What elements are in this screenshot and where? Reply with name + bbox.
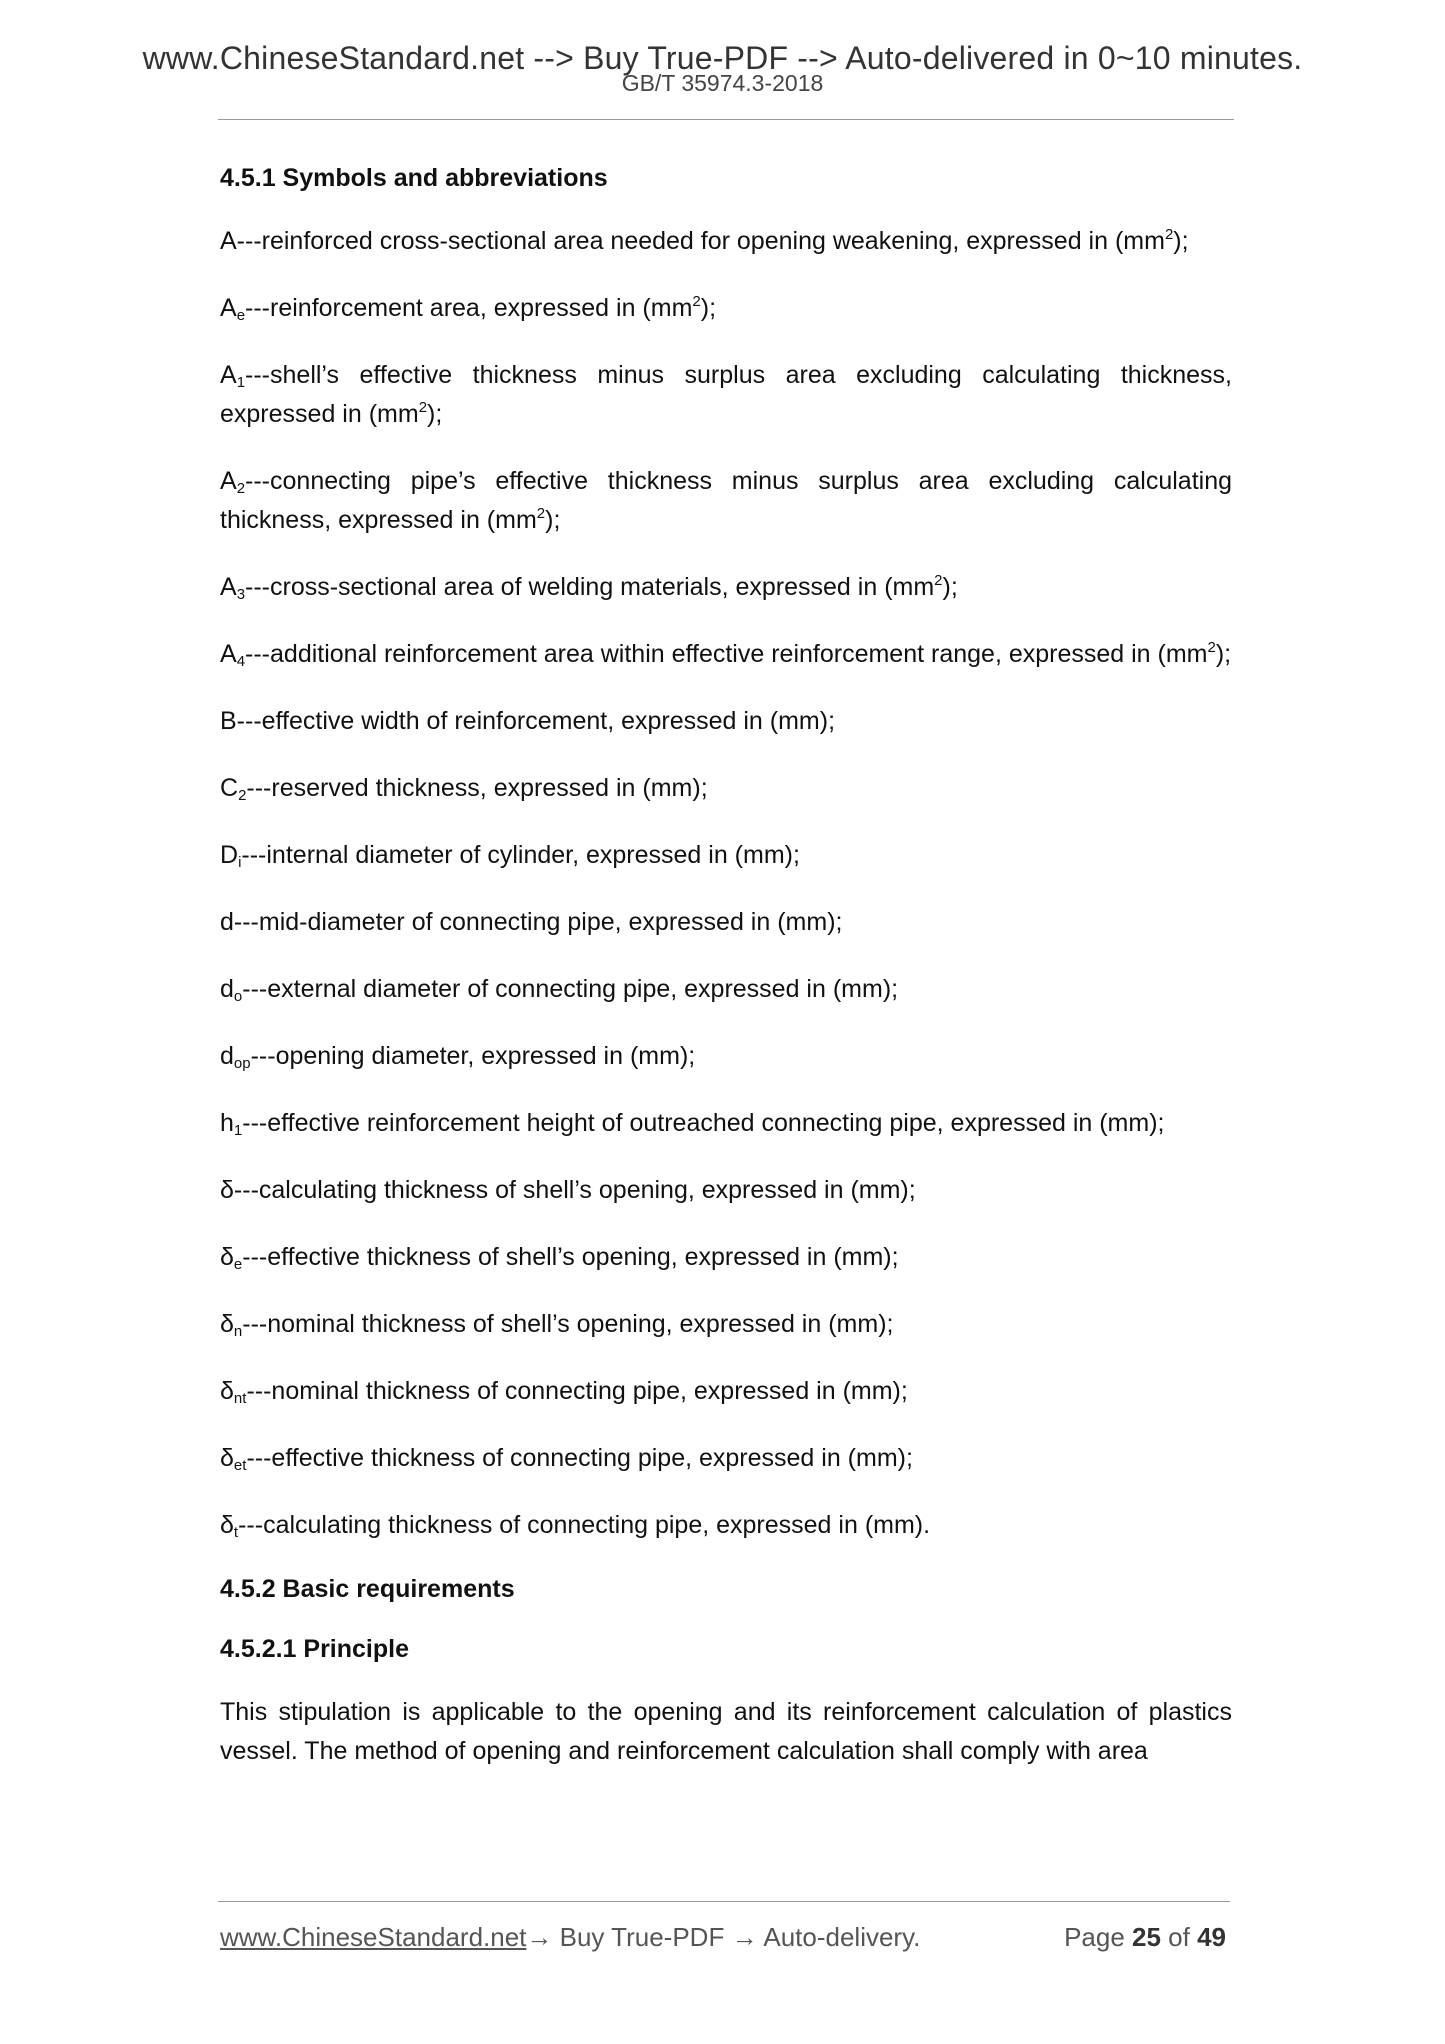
- header-banner: www.ChineseStandard.net --> Buy True-PDF --> Auto-delivered in 0~10 minutes.: [142, 40, 1303, 76]
- section-heading-4-5-2: 4.5.2 Basic requirements: [220, 1575, 515, 1603]
- symbol-entry-A3: $A_3---cross$-sectional area of welding materials, expressed in $(mm^2)$;: [220, 572, 958, 603]
- symbol-entry-A1: $A_1---shell’s$ effective thickness minus surplus area excluding calculating thickness, expressed in $(mm^2)$;: [220, 361, 1232, 428]
- footer-site-link[interactable]: www.ChineseStandard.net: [220, 1922, 527, 1952]
- symbol-entry-delta-n: $\delta_n--$-nominal thickness of shell’s opening, expressed in (mm);: [220, 1310, 894, 1340]
- symbol-entry-delta-e: $\delta_e--$-effective thickness of shell’s opening, expressed in (mm);: [220, 1243, 899, 1273]
- symbol-entry-delta-t: $\delta_t--$-calculating thickness of connecting pipe, expressed in (mm).: [220, 1511, 931, 1541]
- arrow-right-icon: →: [526, 1922, 553, 1952]
- symbol-entry-A4: $A_4--$-additional reinforcement area within effective reinforcement range, expressed in $(mm^2)$;: [220, 639, 1232, 670]
- header-divider: [218, 119, 1234, 120]
- arrow-right-icon: →: [731, 1922, 758, 1952]
- symbol-entry-delta-et: $\delta_{et}--$-effective thickness of connecting pipe, expressed in (mm);: [220, 1444, 913, 1474]
- symbol-entry-delta: δ---calculating thickness of shell’s opening, expressed in (mm);: [220, 1176, 916, 1204]
- symbol-entry-A2: $A_2--$-connecting pipe’s effective thickness minus surplus area excluding calculating thickness, expressed in $(mm^2)$;: [220, 467, 1232, 534]
- symbol-entry-C2: $C_2--$-reserved thickness, expressed in (mm);: [220, 774, 708, 804]
- symbol-entry-Ae: $A_e--$-reinforcement area, expressed in $(mm^2)$;: [220, 293, 717, 324]
- symbol-entry-do: $d_o--$-external diameter of connecting pipe, expressed in (mm);: [220, 975, 899, 1005]
- standard-code: GB/T 35974.3-2018: [621, 70, 824, 96]
- principle-paragraph: This stipulation is applicable to the opening and its reinforcement calculation of plastics vessel. The method of opening and reinforcement calculation shall comply with area: [220, 1698, 1232, 1765]
- symbol-entry-B: B---effective width of reinforcement, expressed in (mm);: [220, 707, 836, 735]
- symbol-entry-dop: $d_{op}--$-opening diameter, expressed in (mm);: [220, 1042, 696, 1072]
- symbol-entry-Di: $D_i--$-internal diameter of cylinder, expressed in (mm);: [220, 841, 800, 871]
- section-heading-4-5-2-1: 4.5.2.1 Principle: [220, 1635, 409, 1663]
- symbol-entry-h1: $h_1--$-effective reinforcement height of outreached connecting pipe, expressed in (mm);: [220, 1109, 1165, 1139]
- section-heading-4-5-1: 4.5.1 Symbols and abbreviations: [220, 164, 608, 192]
- page-number: Page 25 of 49: [1064, 1922, 1226, 1952]
- document-body: [220, 162, 1232, 1771]
- symbol-entry-A: A---reinforced cross-sectional area needed for opening weakening, expressed in $(mm^2)$;: [220, 226, 1189, 255]
- symbol-entry-d: d---mid-diameter of connecting pipe, expressed in (mm);: [220, 908, 843, 936]
- symbol-entry-delta-nt: $\delta_{nt}--$-nominal thickness of connecting pipe, expressed in (mm);: [220, 1377, 908, 1407]
- page-footer: www.ChineseStandard.net→ Buy True-PDF → Auto-delivery. Page 25 of 49: [220, 1919, 1232, 1955]
- footer-divider: [218, 1901, 1230, 1902]
